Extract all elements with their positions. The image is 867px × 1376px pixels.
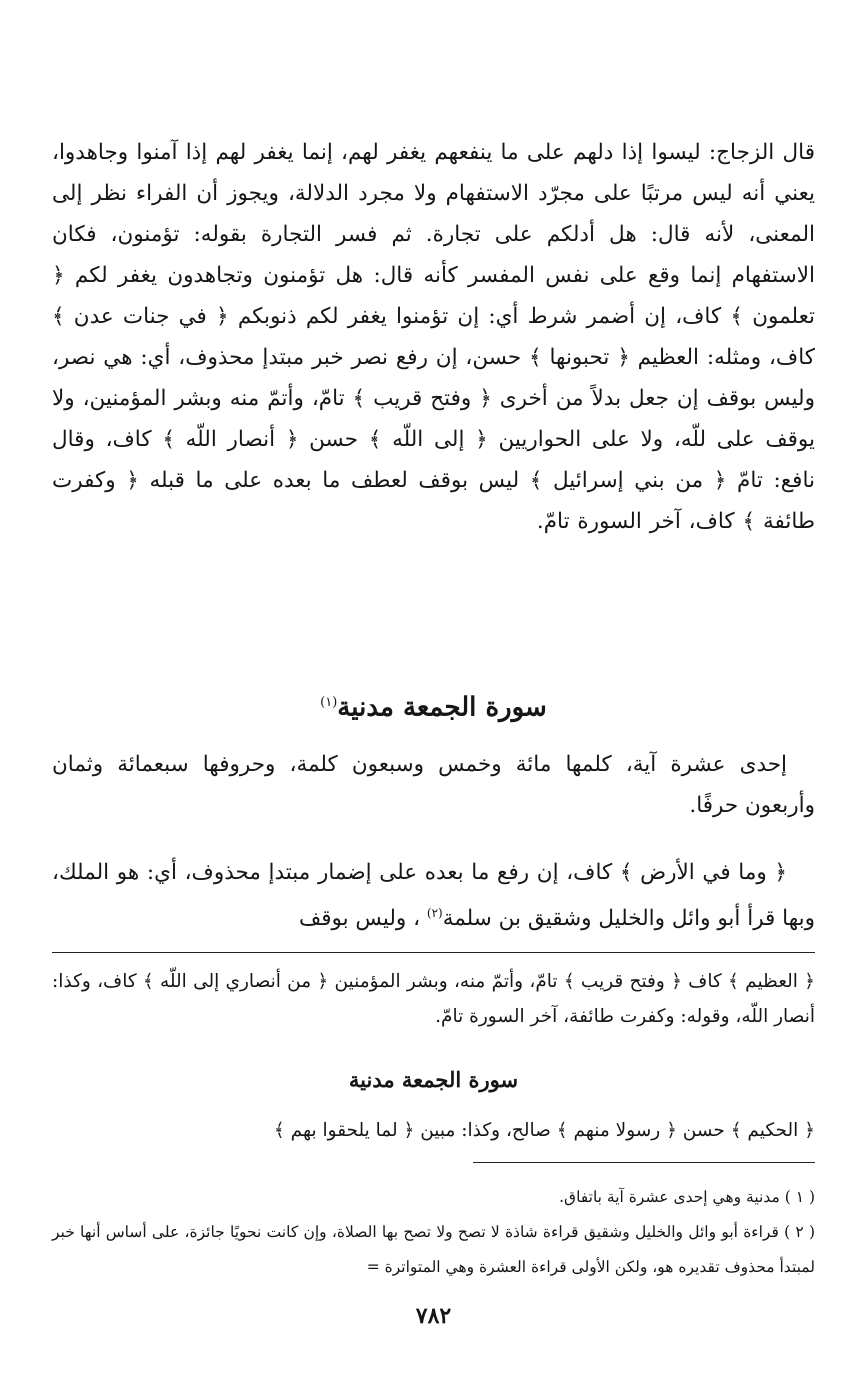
third-paragraph (52, 852, 815, 939)
footnote-ref-1: (١) (320, 695, 338, 710)
surah-description: إحدى عشرة آية، كلمها مائة وخمس وسبعون كلمة، وحروفها سبعمائة وثمان وأربعون حرفًا. (52, 752, 815, 818)
commentary-paragraph: ﴿ العظيم ﴾ كاف ﴿ وفتح قريب ﴾ تامّ، وأتمّ منه، وبشر المؤمنين ﴿ من أنصاري إلى اللّه ﴾ كاف، وكذا: أنصار اللّه، وقوله: وكفرت طائفة، آخر السورة تامّ. (52, 971, 815, 1027)
commentary-title: سورة الجمعة مدنية (348, 1067, 519, 1092)
section-title (52, 686, 815, 725)
commentary-divider (52, 952, 815, 953)
section-title-text: سورة الجمعة مدنية (337, 692, 547, 723)
main-paragraph: قال الزجاج: ليسوا إذا دلهم على ما ينفعهم يغفر لهم، إنما يغفر لهم إذا آمنوا وجاهدوا، يعني أنه ليس مرتبًا على مجرّد الاستفهام ولا مجرد الدلالة، ويجوز أن الفراء نظر إلى المعنى، لأنه قال: هل أدلكم على تجارة. ثم فسر التجارة بقوله: تؤمنون، فكان الاستفهام إنما وقع على نفس المفسر كأنه قال: هل تؤمنون وتجاهدون يغفر لكم ﴿ تعلمون ﴾ كاف، إن أضمر شرط أي: إن تؤمنوا يغفر لكم ذنوبكم ﴿ في جنات عدن ﴾ كاف، ومثله: العظيم ﴿ تحبونها ﴾ حسن، إن رفع نصر خبر مبتدإ محذوف، أي: هي نصر، وليس بوقف إن جعل بدلاً من أخرى ﴿ وفتح قريب ﴾ تامّ، وأتمّ منه وبشر المؤمنين، ولا يوقف على للّه، ولا على الحواريين ﴿ إلى اللّه ﴾ حسن ﴿ أنصار اللّه ﴾ كاف، وقال نافع: تامّ ﴿ من بني إسرائيل ﴾ ليس بوقف لعطف ما بعده على ما قبله ﴿ وكفرت طائفة ﴾ كاف، آخر السورة تامّ. (52, 140, 815, 534)
footnote-2: ( ٢ ) قراءة أبو وائل والخليل وشقيق قراءة شاذة لا تصح ولا تصح بها الصلاة، وإن كانت نحويًا جائزة، على أساس أنها خبر لمبتدأ محذوف تقديره هو، ولكن الأولى قراءة العشرة وهي المتواترة = (52, 1223, 815, 1276)
commentary-paragraph-2: ﴿ الحكيم ﴾ حسن ﴿ رسولا منهم ﴾ صالح، وكذا: مبين ﴿ لما يلحقوا بهم ﴾ (273, 1120, 815, 1141)
footnote-1: ( ١ ) مدنية وهي إحدى عشرة آية باتفاق. (559, 1188, 815, 1206)
footnote-ref-2: (٢) (426, 906, 443, 920)
footnotes (52, 1180, 815, 1285)
third-paragraph-start: ﴿ وما في الأرض ﴾ كاف، إن رفع ما بعده على إضمار مبتدإ محذوف، أي: هو الملك، وبها قرأ أبو وائل والخليل وشقيق بن سلمة (52, 860, 815, 932)
third-paragraph-end: ، وليس بوقف (298, 906, 421, 932)
footnote-divider (473, 1162, 815, 1163)
page-number: ٧٨٢ (415, 1303, 452, 1329)
